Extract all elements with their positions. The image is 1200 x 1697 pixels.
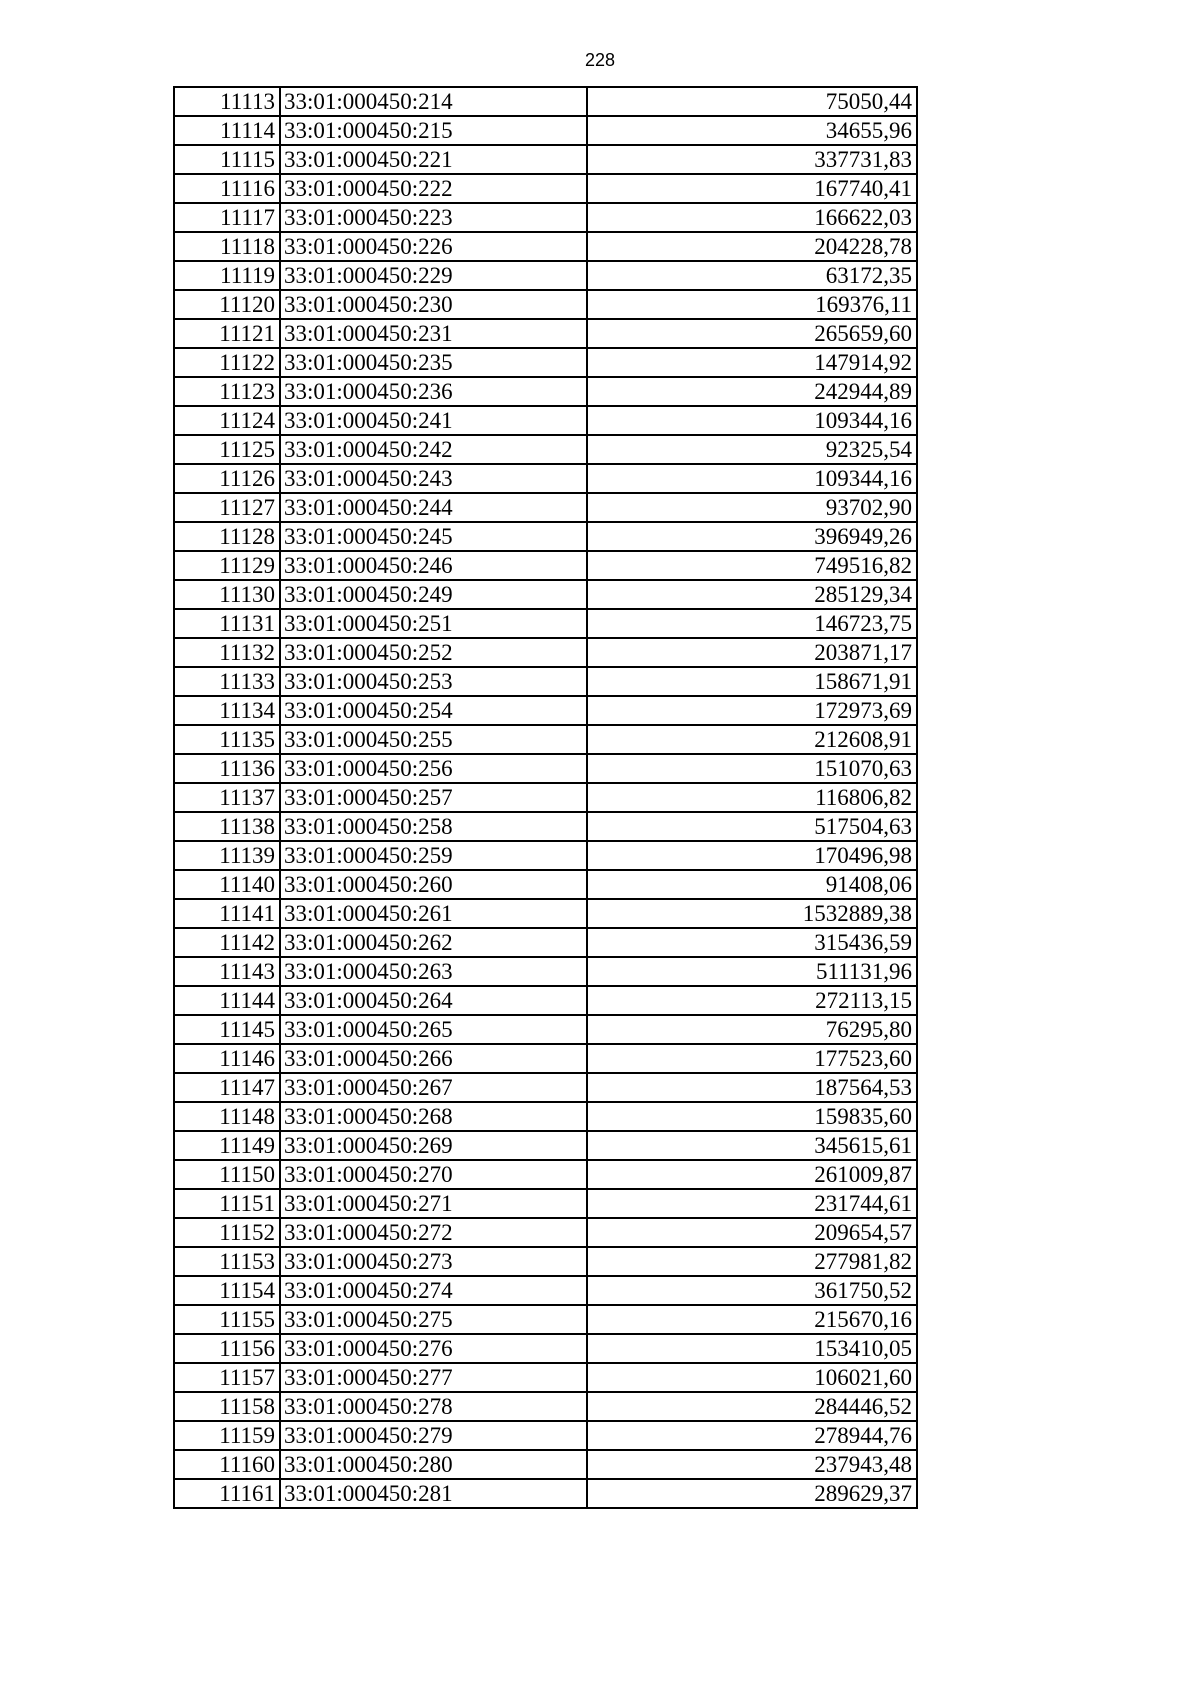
row-number-cell: 11142 <box>174 928 280 957</box>
table-row <box>174 638 917 667</box>
cadastral-number-cell: 33:01:000450:260 <box>280 870 587 899</box>
table-row <box>174 1102 917 1131</box>
page-number: 228 <box>584 50 616 70</box>
row-number-cell: 11131 <box>174 609 280 638</box>
value-cell: 204228,78 <box>587 232 917 261</box>
row-number-cell: 11133 <box>174 667 280 696</box>
cadastral-number-cell: 33:01:000450:258 <box>280 812 587 841</box>
cadastral-number-cell: 33:01:000450:267 <box>280 1073 587 1102</box>
cadastral-number-cell: 33:01:000450:255 <box>280 725 587 754</box>
value-cell: 93702,90 <box>587 493 917 522</box>
table-row <box>174 870 917 899</box>
table-row <box>174 116 917 145</box>
value-cell: 272113,15 <box>587 986 917 1015</box>
row-number-cell: 11113 <box>174 87 280 116</box>
row-number-cell: 11123 <box>174 377 280 406</box>
cadastral-number-cell: 33:01:000450:261 <box>280 899 587 928</box>
value-cell: 91408,06 <box>587 870 917 899</box>
row-number-cell: 11138 <box>174 812 280 841</box>
cadastral-number-cell: 33:01:000450:271 <box>280 1189 587 1218</box>
table-row <box>174 1392 917 1421</box>
row-number-cell: 11144 <box>174 986 280 1015</box>
value-cell: 749516,82 <box>587 551 917 580</box>
value-cell: 315436,59 <box>587 928 917 957</box>
row-number-cell: 11147 <box>174 1073 280 1102</box>
row-number-cell: 11118 <box>174 232 280 261</box>
table-row <box>174 696 917 725</box>
value-cell: 203871,17 <box>587 638 917 667</box>
table-row <box>174 377 917 406</box>
cadastral-number-cell: 33:01:000450:276 <box>280 1334 587 1363</box>
row-number-cell: 11139 <box>174 841 280 870</box>
value-cell: 237943,48 <box>587 1450 917 1479</box>
cadastral-number-cell: 33:01:000450:281 <box>280 1479 587 1508</box>
value-cell: 261009,87 <box>587 1160 917 1189</box>
cadastral-number-cell: 33:01:000450:262 <box>280 928 587 957</box>
table-row <box>174 1334 917 1363</box>
value-cell: 109344,16 <box>587 406 917 435</box>
cadastral-number-cell: 33:01:000450:254 <box>280 696 587 725</box>
cadastral-number-cell: 33:01:000450:244 <box>280 493 587 522</box>
table-row <box>174 1015 917 1044</box>
cadastral-number-cell: 33:01:000450:279 <box>280 1421 587 1450</box>
table-row <box>174 174 917 203</box>
cadastral-number-cell: 33:01:000450:223 <box>280 203 587 232</box>
table-row <box>174 899 917 928</box>
table-row <box>174 145 917 174</box>
value-cell: 215670,16 <box>587 1305 917 1334</box>
row-number-cell: 11121 <box>174 319 280 348</box>
value-cell: 345615,61 <box>587 1131 917 1160</box>
value-cell: 212608,91 <box>587 725 917 754</box>
value-cell: 75050,44 <box>587 87 917 116</box>
value-cell: 209654,57 <box>587 1218 917 1247</box>
value-cell: 151070,63 <box>587 754 917 783</box>
cadastral-number-cell: 33:01:000450:269 <box>280 1131 587 1160</box>
cadastral-table <box>173 86 918 1509</box>
value-cell: 289629,37 <box>587 1479 917 1508</box>
cadastral-number-cell: 33:01:000450:226 <box>280 232 587 261</box>
cadastral-number-cell: 33:01:000450:253 <box>280 667 587 696</box>
row-number-cell: 11136 <box>174 754 280 783</box>
cadastral-number-cell: 33:01:000450:265 <box>280 1015 587 1044</box>
table-row <box>174 406 917 435</box>
table-row <box>174 609 917 638</box>
table-row <box>174 1044 917 1073</box>
table-row <box>174 812 917 841</box>
row-number-cell: 11140 <box>174 870 280 899</box>
value-cell: 337731,83 <box>587 145 917 174</box>
cadastral-number-cell: 33:01:000450:249 <box>280 580 587 609</box>
row-number-cell: 11115 <box>174 145 280 174</box>
cadastral-number-cell: 33:01:000450:222 <box>280 174 587 203</box>
cadastral-number-cell: 33:01:000450:231 <box>280 319 587 348</box>
table-row <box>174 1363 917 1392</box>
cadastral-number-cell: 33:01:000450:235 <box>280 348 587 377</box>
value-cell: 106021,60 <box>587 1363 917 1392</box>
row-number-cell: 11130 <box>174 580 280 609</box>
row-number-cell: 11120 <box>174 290 280 319</box>
cadastral-number-cell: 33:01:000450:277 <box>280 1363 587 1392</box>
row-number-cell: 11129 <box>174 551 280 580</box>
table-row <box>174 1160 917 1189</box>
table-row <box>174 203 917 232</box>
value-cell: 92325,54 <box>587 435 917 464</box>
cadastral-number-cell: 33:01:000450:268 <box>280 1102 587 1131</box>
cadastral-number-cell: 33:01:000450:278 <box>280 1392 587 1421</box>
row-number-cell: 11125 <box>174 435 280 464</box>
value-cell: 1532889,38 <box>587 899 917 928</box>
table-row <box>174 841 917 870</box>
row-number-cell: 11119 <box>174 261 280 290</box>
value-cell: 167740,41 <box>587 174 917 203</box>
table-row <box>174 290 917 319</box>
row-number-cell: 11158 <box>174 1392 280 1421</box>
table-row <box>174 522 917 551</box>
cadastral-number-cell: 33:01:000450:243 <box>280 464 587 493</box>
value-cell: 166622,03 <box>587 203 917 232</box>
row-number-cell: 11116 <box>174 174 280 203</box>
table-row <box>174 261 917 290</box>
table-row <box>174 464 917 493</box>
table-row <box>174 667 917 696</box>
row-number-cell: 11153 <box>174 1247 280 1276</box>
row-number-cell: 11155 <box>174 1305 280 1334</box>
row-number-cell: 11117 <box>174 203 280 232</box>
cadastral-number-cell: 33:01:000450:264 <box>280 986 587 1015</box>
cadastral-number-cell: 33:01:000450:242 <box>280 435 587 464</box>
table-row <box>174 319 917 348</box>
table-row <box>174 1218 917 1247</box>
table-row <box>174 725 917 754</box>
cadastral-number-cell: 33:01:000450:280 <box>280 1450 587 1479</box>
table-row <box>174 783 917 812</box>
cadastral-number-cell: 33:01:000450:272 <box>280 1218 587 1247</box>
cadastral-number-cell: 33:01:000450:221 <box>280 145 587 174</box>
value-cell: 517504,63 <box>587 812 917 841</box>
row-number-cell: 11128 <box>174 522 280 551</box>
cadastral-number-cell: 33:01:000450:241 <box>280 406 587 435</box>
row-number-cell: 11149 <box>174 1131 280 1160</box>
table-row <box>174 754 917 783</box>
table-row <box>174 1073 917 1102</box>
value-cell: 277981,82 <box>587 1247 917 1276</box>
table-row <box>174 580 917 609</box>
table-row <box>174 986 917 1015</box>
row-number-cell: 11154 <box>174 1276 280 1305</box>
value-cell: 278944,76 <box>587 1421 917 1450</box>
table-row <box>174 1131 917 1160</box>
value-cell: 146723,75 <box>587 609 917 638</box>
value-cell: 285129,34 <box>587 580 917 609</box>
table-row <box>174 1276 917 1305</box>
value-cell: 396949,26 <box>587 522 917 551</box>
cadastral-number-cell: 33:01:000450:256 <box>280 754 587 783</box>
cadastral-number-cell: 33:01:000450:270 <box>280 1160 587 1189</box>
cadastral-number-cell: 33:01:000450:214 <box>280 87 587 116</box>
table-row <box>174 87 917 116</box>
cadastral-number-cell: 33:01:000450:230 <box>280 290 587 319</box>
value-cell: 159835,60 <box>587 1102 917 1131</box>
table-row <box>174 928 917 957</box>
table-body <box>174 87 917 1508</box>
row-number-cell: 11141 <box>174 899 280 928</box>
cadastral-number-cell: 33:01:000450:246 <box>280 551 587 580</box>
cadastral-number-cell: 33:01:000450:252 <box>280 638 587 667</box>
value-cell: 147914,92 <box>587 348 917 377</box>
row-number-cell: 11132 <box>174 638 280 667</box>
value-cell: 116806,82 <box>587 783 917 812</box>
value-cell: 265659,60 <box>587 319 917 348</box>
row-number-cell: 11156 <box>174 1334 280 1363</box>
cadastral-number-cell: 33:01:000450:274 <box>280 1276 587 1305</box>
row-number-cell: 11146 <box>174 1044 280 1073</box>
value-cell: 34655,96 <box>587 116 917 145</box>
row-number-cell: 11135 <box>174 725 280 754</box>
row-number-cell: 11122 <box>174 348 280 377</box>
table-row <box>174 1479 917 1508</box>
table-row <box>174 348 917 377</box>
table-row <box>174 551 917 580</box>
cadastral-number-cell: 33:01:000450:236 <box>280 377 587 406</box>
value-cell: 109344,16 <box>587 464 917 493</box>
cadastral-number-cell: 33:01:000450:273 <box>280 1247 587 1276</box>
row-number-cell: 11157 <box>174 1363 280 1392</box>
cadastral-number-cell: 33:01:000450:215 <box>280 116 587 145</box>
row-number-cell: 11143 <box>174 957 280 986</box>
cadastral-number-cell: 33:01:000450:245 <box>280 522 587 551</box>
table-row <box>174 493 917 522</box>
table-row <box>174 1305 917 1334</box>
row-number-cell: 11124 <box>174 406 280 435</box>
row-number-cell: 11159 <box>174 1421 280 1450</box>
row-number-cell: 11137 <box>174 783 280 812</box>
value-cell: 63172,35 <box>587 261 917 290</box>
value-cell: 153410,05 <box>587 1334 917 1363</box>
value-cell: 231744,61 <box>587 1189 917 1218</box>
row-number-cell: 11151 <box>174 1189 280 1218</box>
table-row <box>174 1450 917 1479</box>
row-number-cell: 11152 <box>174 1218 280 1247</box>
row-number-cell: 11161 <box>174 1479 280 1508</box>
table-row <box>174 957 917 986</box>
row-number-cell: 11134 <box>174 696 280 725</box>
cadastral-number-cell: 33:01:000450:266 <box>280 1044 587 1073</box>
row-number-cell: 11148 <box>174 1102 280 1131</box>
value-cell: 284446,52 <box>587 1392 917 1421</box>
cadastral-number-cell: 33:01:000450:257 <box>280 783 587 812</box>
value-cell: 169376,11 <box>587 290 917 319</box>
row-number-cell: 11114 <box>174 116 280 145</box>
value-cell: 170496,98 <box>587 841 917 870</box>
value-cell: 511131,96 <box>587 957 917 986</box>
value-cell: 177523,60 <box>587 1044 917 1073</box>
table-row <box>174 1189 917 1218</box>
cadastral-number-cell: 33:01:000450:263 <box>280 957 587 986</box>
row-number-cell: 11145 <box>174 1015 280 1044</box>
row-number-cell: 11126 <box>174 464 280 493</box>
table-row <box>174 1421 917 1450</box>
value-cell: 158671,91 <box>587 667 917 696</box>
row-number-cell: 11160 <box>174 1450 280 1479</box>
cadastral-number-cell: 33:01:000450:275 <box>280 1305 587 1334</box>
value-cell: 76295,80 <box>587 1015 917 1044</box>
row-number-cell: 11150 <box>174 1160 280 1189</box>
table-row <box>174 232 917 261</box>
row-number-cell: 11127 <box>174 493 280 522</box>
table-row <box>174 1247 917 1276</box>
value-cell: 242944,89 <box>587 377 917 406</box>
table-row <box>174 435 917 464</box>
cadastral-number-cell: 33:01:000450:259 <box>280 841 587 870</box>
value-cell: 172973,69 <box>587 696 917 725</box>
value-cell: 187564,53 <box>587 1073 917 1102</box>
value-cell: 361750,52 <box>587 1276 917 1305</box>
cadastral-number-cell: 33:01:000450:229 <box>280 261 587 290</box>
cadastral-number-cell: 33:01:000450:251 <box>280 609 587 638</box>
